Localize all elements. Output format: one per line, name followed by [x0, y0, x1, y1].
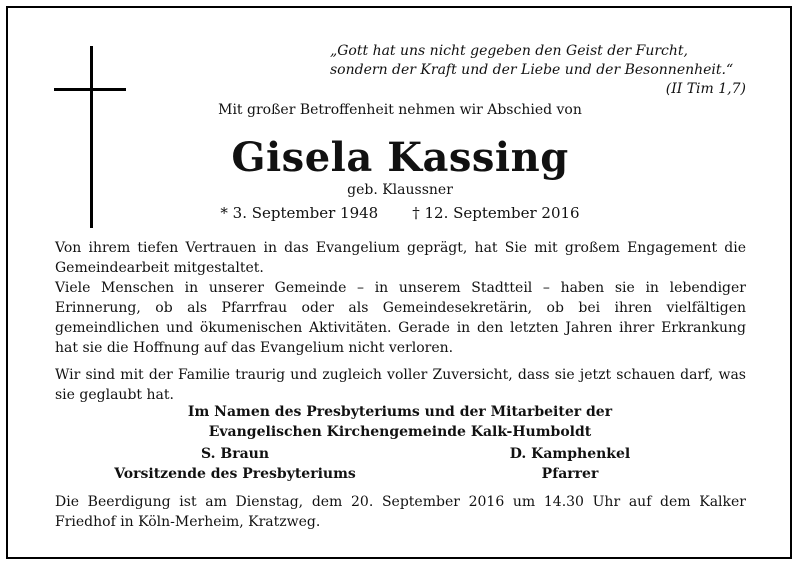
signatory-left-role: Vorsitzende des Presbyteriums	[114, 466, 356, 482]
signature-heading-line-2: Evangelischen Kirchengemeinde Kalk-Humboldt	[208, 424, 592, 440]
quote-reference: (II Tim 1,7)	[665, 81, 746, 97]
signatory-right-role: Pfarrer	[541, 466, 599, 482]
life-dates	[150, 204, 650, 222]
signatory-left	[100, 444, 370, 484]
signatory-right-name: D. Kamphenkel	[509, 446, 631, 462]
funeral-notice: Die Beerdigung ist am Dienstag, dem 20. September 2016 um 14.30 Uhr auf dem Kalker Friedhof in Köln-Merheim, Kratzweg.	[55, 494, 746, 530]
paragraph-2: Viele Menschen in unserer Gemeinde – in unserem Stadtteil – haben sie in lebendiger Erinnerung, ob als Pfarrfrau oder als Gemeindesekretärin, ob bei ihren vielfältigen gemeindlichen und ökumenischen Aktivitäten. Gerade in den letzten Jahren ihrer Erkrankung hat sie die Hoffnung auf das Evangelium nicht verloren.	[55, 280, 746, 356]
cross-icon-crossbar	[54, 88, 126, 91]
bible-quote	[330, 42, 746, 99]
signatory-left-name: S. Braun	[201, 446, 269, 462]
cross-icon	[90, 46, 93, 228]
paragraph-1: Von ihrem tiefen Vertrauen in das Evangelium geprägt, hat Sie mit großem Engagement die Gemeindearbeit mitgestaltet.	[55, 240, 746, 276]
signatory-right	[460, 444, 680, 484]
maiden-name: geb. Klaussner	[347, 182, 453, 198]
birth-date: * 3. September 1948	[220, 204, 379, 222]
quote-line-2: sondern der Kraft und der Liebe und der Besonnenheit.“	[330, 62, 734, 78]
paragraph-3: Wir sind mit der Familie traurig und zugleich voller Zuversicht, dass sie jetzt schauen darf, was sie geglaubt hat.	[55, 367, 746, 403]
obituary-text	[55, 238, 746, 405]
intro-text: Mit großer Betroffenheit nehmen wir Abschied von	[218, 102, 582, 118]
death-date: † 12. September 2016	[412, 204, 580, 222]
signature-heading-line-1: Im Namen des Presbyteriums und der Mitarbeiter der	[187, 404, 613, 420]
deceased-name: Gisela Kassing	[231, 134, 569, 181]
signature-heading	[100, 402, 700, 442]
quote-line-1: „Gott hat uns nicht gegeben den Geist der Furcht,	[330, 43, 688, 59]
